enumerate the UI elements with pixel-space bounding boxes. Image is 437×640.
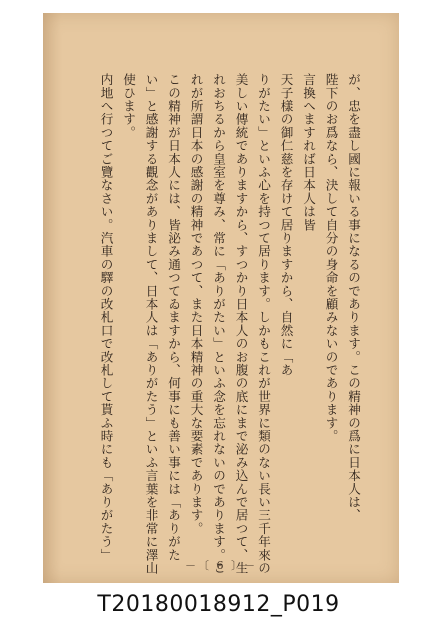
text-line: 天子樣の御仁慈を存けて居りますから、自然に「あ: [278, 73, 294, 377]
page-fold-shadow: [43, 13, 61, 583]
text-line: 陛下のお爲なら、決して自分の身命を顧みないのであります。: [323, 73, 339, 443]
vertical-text-block: [74, 73, 364, 575]
text-line: りがたい」といふ心を持つて居ります。しかもこれが世界に類のない長い三千年來の: [256, 73, 271, 575]
text-line: い」と感謝する觀念がありまして、日本人は「ありがたう」といふ言葉を非常に澤山: [143, 73, 159, 575]
text-line: 使ひます。: [121, 73, 136, 139]
text-line: が、忠を盡し國に報いる事になるのであります。この精神の爲に日本人は、: [346, 73, 361, 522]
text-line: この精神が日本人には、皆泌み通つてゐますから、何事にも善い事には「ありがた: [166, 73, 181, 562]
text-line: 言換へますれば日本人は皆: [301, 73, 316, 232]
text-line: れおちるから皇室を尊み、常に「ありがたい」といふ念を忘れないのであります。こ: [211, 73, 226, 575]
page-number: －〔 6 〕－: [185, 559, 257, 572]
document-id-caption: T20180018912_P019: [97, 592, 340, 617]
text-line: れが所謂日本の感謝の精神であつて、また日本精神の重大な要素であります。: [188, 73, 204, 535]
scanned-page: [43, 13, 399, 583]
text-line: 内地へ行つてご覽なさい。汽車の驛の改札口で改札して貰ふ時にも「ありがたう」: [98, 73, 114, 562]
text-line: 美しい傳統でありますから、すつかり日本人のお腹の底にまで泌み込んで居つて、生: [233, 73, 249, 575]
